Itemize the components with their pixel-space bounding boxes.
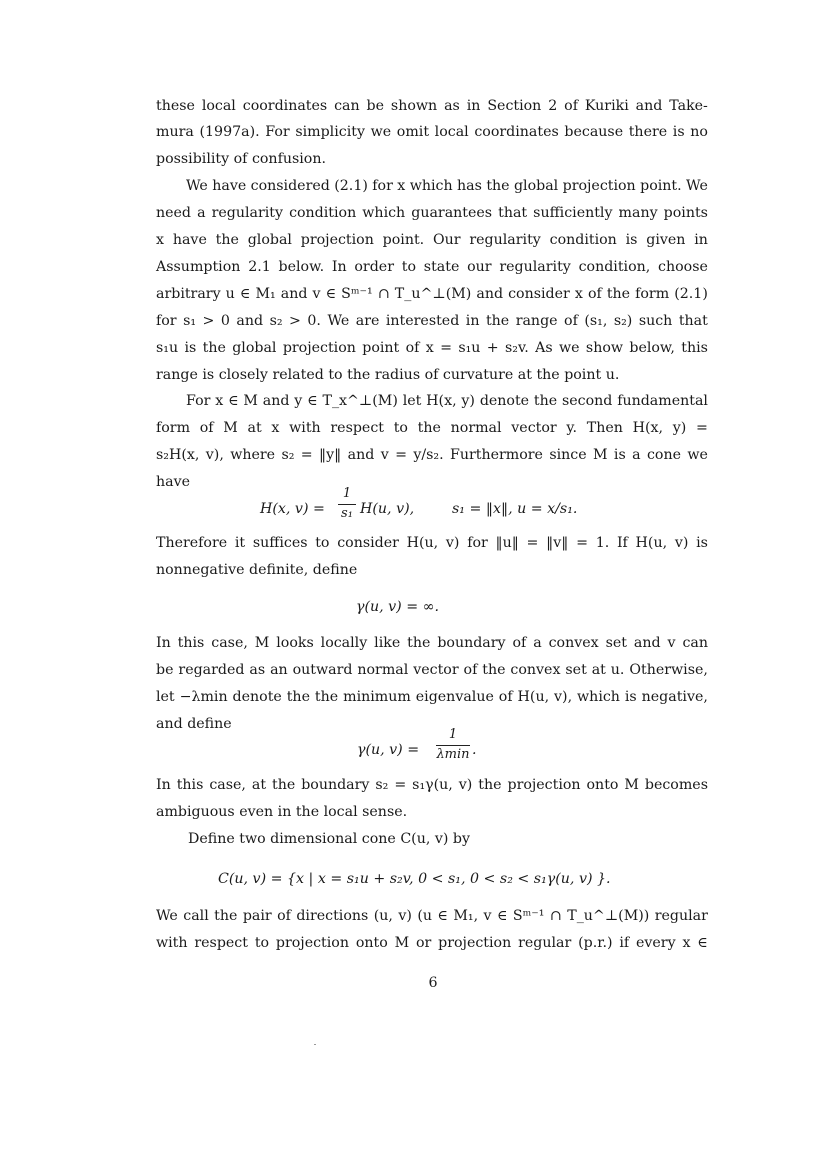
text-line: Therefore it suffices to consider H(u, v) for ‖u‖ = ‖v‖ = 1. If H(u, v) is — [156, 535, 708, 551]
equation-period: . — [472, 742, 477, 758]
text-line: with respect to projection onto M or projection regular (p.r.) if every x ∈ — [156, 935, 708, 951]
text-line: nonnegative definite, define — [156, 562, 358, 578]
fraction-denominator: λmin — [436, 747, 470, 762]
text-line: these local coordinates can be shown as in Section 2 of Kuriki and Take- — [156, 98, 708, 114]
fraction-bar — [338, 504, 356, 505]
text-line: We call the pair of directions (u, v) (u ∈ M₁, v ∈ Sᵐ⁻¹ ∩ T_u^⊥(M)) regular — [156, 908, 708, 924]
equation-lhs: H(x, v) = — [260, 501, 325, 517]
text-line: mura (1997a). For simplicity we omit local coordinates because there is no — [156, 124, 708, 140]
text-line: for s₁ > 0 and s₂ > 0. We are interested in the range of (s₁, s₂) such that — [156, 313, 708, 329]
equation-condition: s₁ = ‖x‖, u = x/s₁. — [452, 501, 578, 517]
fraction-denominator: s₁ — [341, 506, 353, 521]
scan-speck — [314, 1044, 316, 1045]
text-line: In this case, at the boundary s₂ = s₁γ(u, v) the projection onto M becomes — [156, 777, 708, 793]
text-line: have — [156, 474, 191, 490]
text-line: s₁u is the global projection point of x = s₁u + s₂v. As we show below, this — [156, 340, 708, 356]
text-line: s₂H(x, v), where s₂ = ‖y‖ and v = y/s₂. Furthermore since M is a cone we — [156, 447, 708, 463]
text-line: range is closely related to the radius of curvature at the point u. — [156, 367, 620, 383]
text-line: ambiguous even in the local sense. — [156, 804, 408, 820]
equation-lhs: γ(u, v) = — [357, 742, 420, 758]
text-line: We have considered (2.1) for x which has the global projection point. We — [186, 178, 708, 194]
text-line: arbitrary u ∈ M₁ and v ∈ Sᵐ⁻¹ ∩ T_u^⊥(M) and consider x of the form (2.1) — [156, 286, 708, 302]
text-line: x have the global projection point. Our regularity condition is given in — [156, 232, 708, 248]
text-line: possibility of confusion. — [156, 151, 326, 167]
equation: γ(u, v) = ∞. — [356, 599, 439, 615]
fraction-numerator: 1 — [342, 486, 352, 501]
text-line: need a regularity condition which guarantees that sufficiently many points — [156, 205, 708, 221]
text-line: form of M at x with respect to the normal vector y. Then H(x, y) = — [156, 420, 708, 436]
text-line: For x ∈ M and y ∈ T_x^⊥(M) let H(x, y) denote the second fundamental — [186, 393, 708, 409]
text-line: In this case, M looks locally like the boundary of a convex set and v can — [156, 635, 708, 651]
equation: C(u, v) = {x | x = s₁u + s₂v, 0 < s₁, 0 < s₂ < s₁γ(u, v) }. — [218, 871, 611, 887]
text-line: let −λmin denote the the minimum eigenvalue of H(u, v), which is negative, — [156, 689, 708, 705]
page-number: 6 — [428, 975, 438, 991]
text-line: and define — [156, 716, 232, 732]
text-line: Define two dimensional cone C(u, v) by — [188, 831, 471, 847]
fraction-bar — [436, 745, 470, 746]
text-line: be regarded as an outward normal vector of the convex set at u. Otherwise, — [156, 662, 708, 678]
equation-rhs: H(u, v), — [360, 501, 415, 517]
text-line: Assumption 2.1 below. In order to state our regularity condition, choose — [156, 259, 708, 275]
fraction-numerator: 1 — [448, 727, 458, 742]
